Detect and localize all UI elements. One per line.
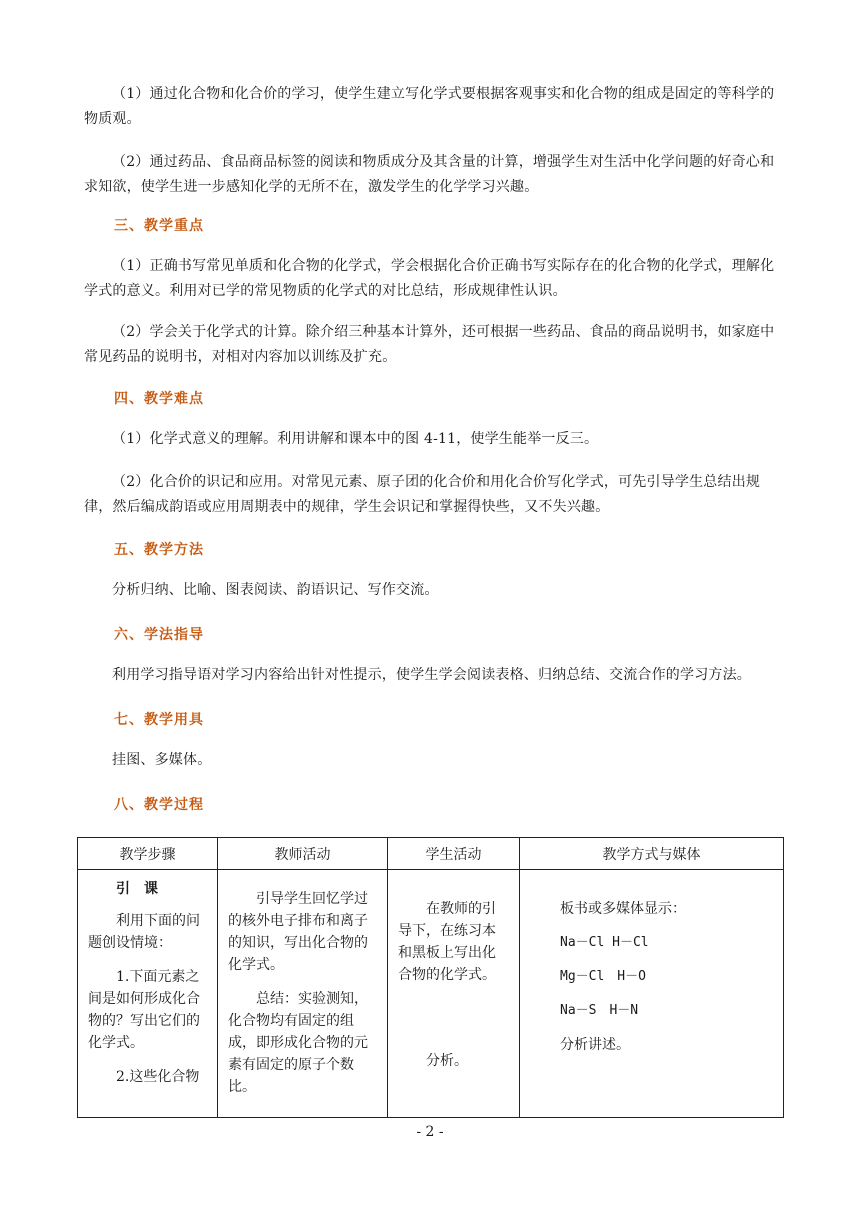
step-title: 引 课 [116, 881, 158, 897]
paragraph-difficulty-2: （2）化合价的识记和应用。对常见元素、原子团的化合价和用化合价写化学式，可先引导学生总结出规律，然后编成韵语或应用周期表中的规律，学生会识记和掌握得快些，又不失兴趣。 [84, 474, 761, 515]
paragraph-methods: 分析归纳、比喻、图表阅读、韵语识记、写作交流。 [112, 582, 439, 598]
media-analysis: 分析讲述。 [560, 1037, 630, 1053]
teaching-process-table [77, 837, 784, 1118]
cell-teacher [218, 870, 388, 1118]
paragraph-goal-1: （1）通过化合物和化合价的学习，使学生建立写化学式要根据客观事实和化合物的组成是固定的等科学的物质观。 [84, 86, 775, 127]
paragraph-study-guide: 利用学习指导语对学习内容给出针对性提示，使学生学会阅读表格、归纳总结、交流合作的学习方法。 [112, 667, 751, 683]
paragraph-goal-2: （2）通过药品、食品商品标签的阅读和物质成分及其含量的计算，增强学生对生活中化学问题的好奇心和求知欲，使学生进一步感知化学的无所不在，激发学生的化学学习兴趣。 [84, 154, 775, 195]
teacher-guide: 引导学生回忆学过的核外电子排布和离子的知识，写出化合物的化学式。 [228, 891, 368, 973]
page-number: - 2 - [416, 1124, 444, 1140]
header-method-media: 教学方式与媒体 [520, 838, 784, 870]
heading-teaching-aids: 七、教学用具 [114, 712, 204, 728]
heading-difficulties: 四、教学难点 [114, 391, 204, 407]
formula-pair-2: Mg－Cl H－O [560, 969, 646, 984]
header-student-activity: 学生活动 [388, 838, 520, 870]
heading-study-guide: 六、学法指导 [114, 627, 204, 643]
media-display: 板书或多媒体显示： [560, 901, 686, 917]
formula-pair-3: Na－S H－N [560, 1003, 639, 1018]
step-question-1: 1.下面元素之间是如何形成化合物的？写出它们的化学式。 [88, 969, 200, 1051]
heading-methods: 五、教学方法 [114, 542, 204, 558]
table-header-row [78, 838, 784, 870]
heading-teaching-process: 八、教学过程 [114, 797, 204, 813]
cell-step [78, 870, 218, 1118]
paragraph-key-point-1: （1）正确书写常见单质和化合物的化学式，学会根据化合价正确书写实际存在的化合物的化学式，理解化学式的意义。利用对已学的常见物质的化学式的对比总结，形成规律性认识。 [84, 258, 775, 299]
heading-key-points: 三、教学重点 [114, 218, 204, 234]
header-teacher-activity: 教师活动 [218, 838, 388, 870]
cell-media [520, 870, 784, 1118]
header-step: 教学步骤 [78, 838, 218, 870]
student-write: 在教师的引导下，在练习本和黑板上写出化合物的化学式。 [398, 901, 496, 983]
cell-student [388, 870, 520, 1118]
table-row [78, 870, 784, 1118]
paragraph-difficulty-1: （1）化学式意义的理解。利用讲解和课本中的图 4-11，使学生能举一反三。 [112, 431, 599, 447]
teacher-summary: 总结：实验测知，化合物均有固定的组成，即形成化合物的元素有固定的原子个数比。 [228, 991, 368, 1095]
paragraph-key-point-2: （2）学会关于化学式的计算。除介绍三种基本计算外，还可根据一些药品、食品的商品说明书，如家庭中常见药品的说明书，对相对内容加以训练及扩充。 [84, 324, 775, 365]
paragraph-teaching-aids: 挂图、多媒体。 [112, 752, 212, 768]
student-analysis: 分析。 [426, 1053, 468, 1069]
formula-pair-1: Na－Cl H－Cl [560, 935, 649, 950]
step-question-2: 2.这些化合物 [116, 1069, 200, 1085]
step-intro: 利用下面的问题创设情境： [88, 913, 200, 951]
